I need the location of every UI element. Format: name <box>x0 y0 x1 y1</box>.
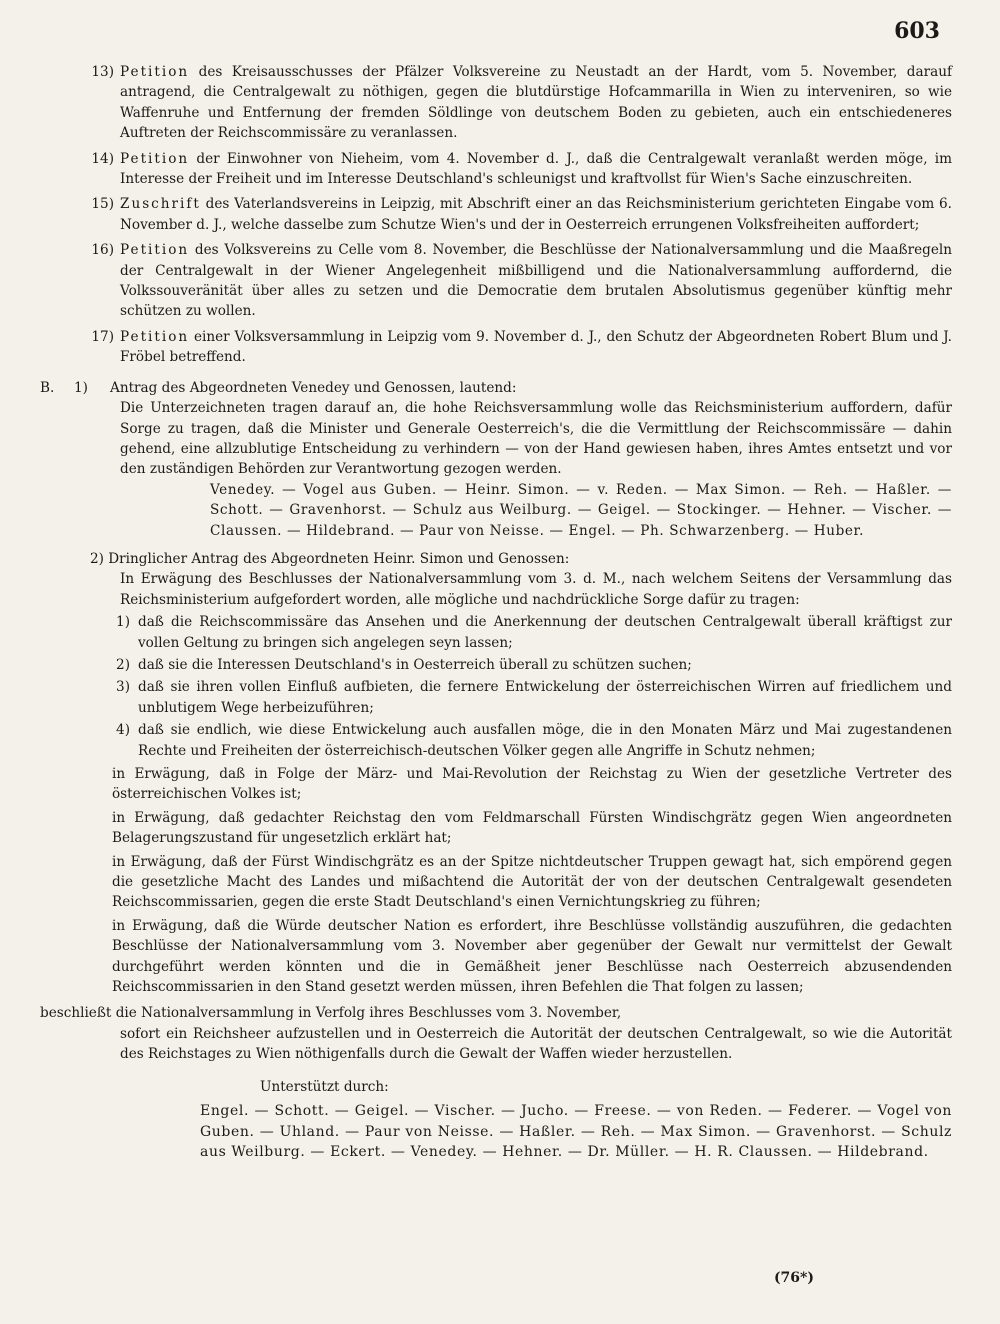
entry-text <box>120 194 952 235</box>
entry-body: des Vaterlandsvereins in Leipzig, mit Abschrift einer an das Reichsministerium gerichteten Eingabe vom 6. November d. J., welche dasselbe zum Schutze Wien's und der in Oesterreich errungenen Volksfreiheiten auffordert; <box>120 196 952 233</box>
item-heading: Antrag des Abgeordneten Venedey und Genossen, lautend: <box>110 379 517 396</box>
entry-body: des Kreisausschusses der Pfälzer Volksvereine zu Neustadt an der Hardt, vom 5. November, darauf antragend, die Centralgewalt zu nöthigen, gegen die blutdürstige Hofcammarilla in Wien zu interveniren, so wie Waffenruhe und Entfernung der fremden Söldlinge von deutschem Boden zu gebieten, auch ein entschiedeneres Auftreten der Reichscommissäre zu veranlassen. <box>120 64 952 142</box>
entry-body: des Volksvereins zu Celle vom 8. November, die Beschlüsse der Nationalversammlung und die Maaßregeln der Centralgewalt in der Wiener Angelegenheit mißbilligend und die Nationalversammlung auffordernd, die Volkssouveränität über alles zu setzen und die Democratie dem brutalen Absolutismus gegenüber künftig mehr schützen zu wollen. <box>120 242 952 320</box>
petition-entry <box>40 327 952 368</box>
point-text: daß sie die Interessen Deutschland's in Oesterreich überall zu schützen suchen; <box>138 656 692 673</box>
consideration: in Erwägung, daß gedachter Reichstag den vom Feldmarschall Fürsten Windischgrätz gegen Wien angeordneten Belagerungszustand für ungesetzlich erklärt hat; <box>112 809 952 847</box>
document-body <box>40 62 952 1162</box>
entry-text <box>120 327 952 368</box>
entry-number: 17) <box>91 328 114 345</box>
motion-intro: In Erwägung des Beschlusses der Nationalversammlung vom 3. d. M., nach welchem Seitens der Versammlung das Reichsministerium aufgefordert worden, alle mögliche und nachdrückliche Sorge dafür zu tragen: <box>120 571 952 608</box>
consideration: in Erwägung, daß in Folge der März- und Mai-Revolution der Reichstag zu Wien der gesetzliche Vertreter des österreichischen Volkes ist; <box>112 766 952 803</box>
entry-head: Petition <box>120 64 190 80</box>
point-text: daß die Reichscommissäre das Ansehen und die Anerkennung der deutschen Centralgewalt überall kräftigst zur vollen Geltung zu bringen sich angelegen seyn lassen; <box>138 614 952 651</box>
petition-entry <box>40 62 952 144</box>
entry-body: einer Volksversammlung in Leipzig vom 9. November d. J., den Schutz der Abgeordneten Robert Blum und J. Fröbel betreffend. <box>120 328 952 366</box>
item-heading: Dringlicher Antrag des Abgeordneten Heinr. Simon und Genossen: <box>108 550 570 567</box>
point-text: daß sie ihren vollen Einfluß aufbieten, die fernere Entwickelung der österreichischen Wirren auf friedlichem und unblutigem Wege herbeizuführen; <box>138 679 952 716</box>
considerations <box>40 764 952 997</box>
entry-head: Zuschrift <box>120 196 201 213</box>
entry-text <box>120 240 952 322</box>
section-b-heading <box>40 378 952 398</box>
consideration: in Erwägung, daß die Würde deutscher Nation es erfordert, ihre Beschlüsse vollständig auszuführen, die gedachten Beschlüsse der Nationalversammlung vom 3. November aber gegenüber der Gewalt nur vermittelst der Gewalt durchgeführt werden könnten und die in Gemäßheit jener Beschlüsse nach Oesterreich abzusendenden Reichscommissarien in den Stand gesetzt werden müssen, ihren Befehlen die That folgen zu lassen; <box>112 917 952 996</box>
point-text: daß sie endlich, wie diese Entwickelung auch ausfallen möge, die in den Monaten März und Mai zugestandenen Rechte und Freiheiten der österreichisch-deutschen Völker gegen alle Angriffe in Schutz nehmen; <box>138 722 952 759</box>
entry-head: Petition <box>120 328 190 345</box>
motion-body: Die Unterzeichneten tragen darauf an, die hohe Reichsversammlung wolle das Reichsministerium auffordern, dafür Sorge zu tragen, daß die Minister und Generale Oesterreich's, die die Vermittlung der Reichscommissäre — dahin gehend, eine allzublutige Entscheidung zu verhindern — von der Hand gewiesen haben, ihres Amtes entsetzt und vor den zuständigen Behörden zur Verantwortung gezogen werden. <box>120 400 952 478</box>
petition-entry <box>40 240 952 322</box>
entry-number: 16) <box>91 242 114 259</box>
supported-label: Unterstützt durch: <box>260 1078 389 1095</box>
point-number: 1) <box>116 614 130 631</box>
entry-head: Petition <box>120 242 190 259</box>
point-number: 3) <box>116 679 130 696</box>
signature-mark: (76*) <box>773 1270 814 1286</box>
resolution: sofort ein Reichsheer aufzustellen und in Oesterreich die Autorität der deutschen Centralgewalt, so wie die Autorität des Reichstages zu Wien nöthigenfalls durch die Gewalt der Waffen wieder herzustellen. <box>120 1025 952 1063</box>
entry-text <box>120 62 952 144</box>
motion-point <box>40 655 952 675</box>
supporters: Engel. — Schott. — Geigel. — Vischer. — Jucho. — Freese. — von Reden. — Federer. — Vogel von Guben. — Uhland. — Paur von Neisse. — Haßler. — Reh. — Max Simon. — Gravenhorst. — Schulz aus Weilburg. — Eckert. — Venedey. — Hehner. — Dr. Müller. — H. R. Claussen. — Hildebrand. <box>200 1103 952 1160</box>
point-number: 2) <box>116 656 130 673</box>
page-number: 603 <box>894 18 940 44</box>
item-number: 1) <box>74 379 88 396</box>
entry-number: 13) <box>91 64 114 80</box>
entry-text <box>120 149 952 190</box>
motion-point <box>40 612 952 653</box>
conclusion: beschließt die Nationalversammlung in Verfolg ihres Beschlusses vom 3. November, <box>40 1005 622 1022</box>
urgent-motion-heading <box>40 549 952 569</box>
point-number: 4) <box>116 722 130 739</box>
consideration: in Erwägung, daß der Fürst Windischgrätz es an der Spitze nichtdeutscher Truppen gewagt hat, sich empörend gegen die gesetzliche Macht des Landes und mißachtend die Autorität der von der deutschen Centralgewalt gesendeten Reichscommissarien, gegen die erste Stadt Deutschland's einen Vernichtungskrieg zu führen; <box>112 853 952 911</box>
entry-number: 14) <box>91 150 114 167</box>
petition-list <box>40 62 952 368</box>
item-number: 2) <box>90 550 104 567</box>
petition-entry <box>40 194 952 235</box>
entry-body: der Einwohner von Nieheim, vom 4. November d. J., daß die Centralgewalt veranlaßt werden möge, im Interesse der Freiheit und im Interesse Deutschland's schleunigst und kraftvollst für Wien's Sache einzuschreiten. <box>120 150 952 188</box>
motion-point <box>40 720 952 761</box>
entry-head: Petition <box>120 150 190 167</box>
petition-entry <box>40 149 952 190</box>
section-label: B. <box>40 379 55 396</box>
motion-point <box>40 677 952 718</box>
entry-number: 15) <box>91 196 114 213</box>
motion-points <box>40 612 952 761</box>
signatories: Venedey. — Vogel aus Guben. — Heinr. Simon. — v. Reden. — Max Simon. — Reh. — Haßler. — Schott. — Gravenhorst. — Schulz aus Weilburg. — Geigel. — Stockinger. — Hehner. — Vischer. — Claussen. — Hildebrand. — Paur von Neisse. — Engel. — Ph. Schwarzenberg. — Huber. <box>210 481 952 539</box>
